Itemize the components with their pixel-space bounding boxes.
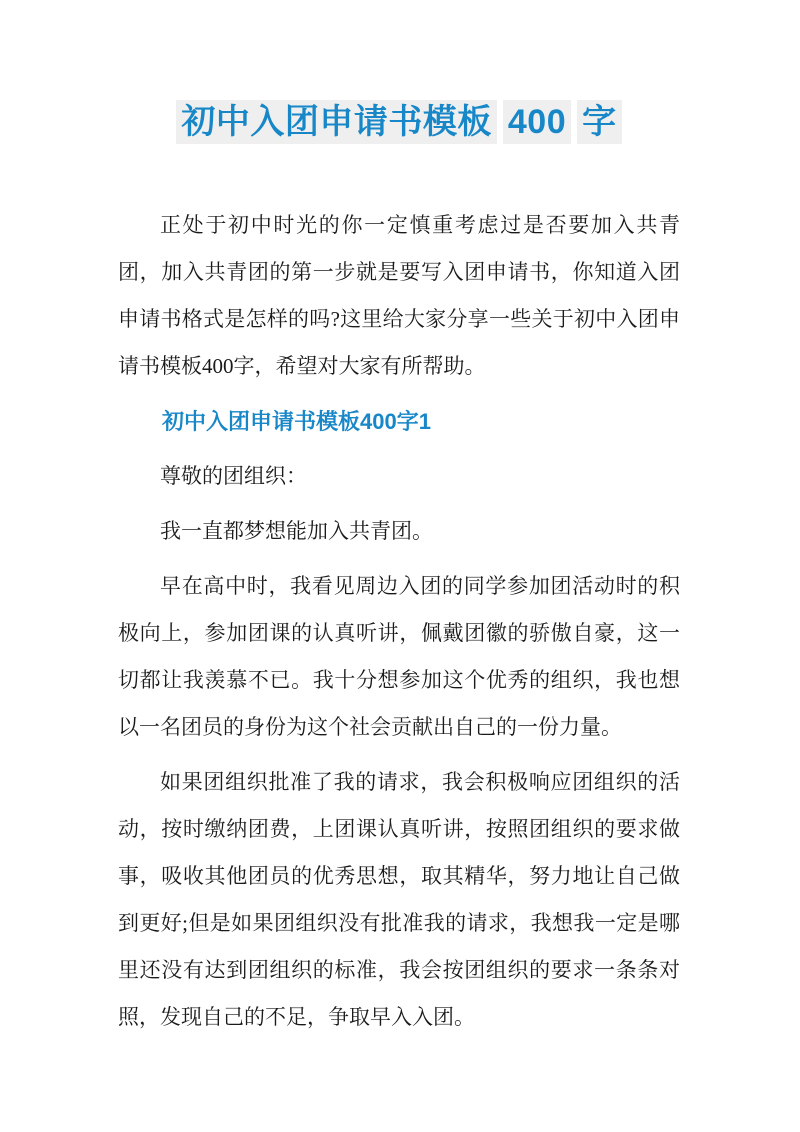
title-highlight-number: 400 (503, 100, 571, 144)
body-paragraph-3: 如果团组织批准了我的请求，我会积极响应团组织的活动，按时缴纳团费，上团课认真听讲，按照团组织的要求做事，吸收其他团员的优秀思想，取其精华，努力地让自己做到更好;但是如果团组织没有批准我的请求，我想我一定是哪里还没有达到团组织的标准，我会按团组织的要求一条条对照，发现自己的不足，争取早入入团。 (118, 770, 680, 1029)
section-heading: 初中入团申请书模板400字1 (162, 409, 431, 434)
body-paragraph-1: 我一直都梦想能加入共青团。 (160, 519, 433, 543)
body-paragraph-2: 早在高中时，我看见周边入团的同学参加团活动时的积极向上，参加团课的认真听讲，佩戴团徽的骄傲自豪，这一切都让我羡慕不已。我十分想参加这个优秀的组织，我也想以一名团员的身份为这个社会贡献出自己的一份力量。 (118, 574, 680, 739)
salutation: 尊敬的团组织： (160, 464, 307, 488)
title-highlight-suffix: 字 (577, 100, 622, 144)
intro-paragraph: 正处于初中时光的你一定慎重考虑过是否要加入共青团，加入共青团的第一步就是要写入团申请书，你知道入团申请书格式是怎样的吗?这里给大家分享一些关于初中入团申请书模板400字，希望对大家有所帮助。 (118, 213, 680, 378)
title-highlight-text: 初中入团申请书模板 (176, 100, 497, 144)
document-title (118, 100, 680, 144)
